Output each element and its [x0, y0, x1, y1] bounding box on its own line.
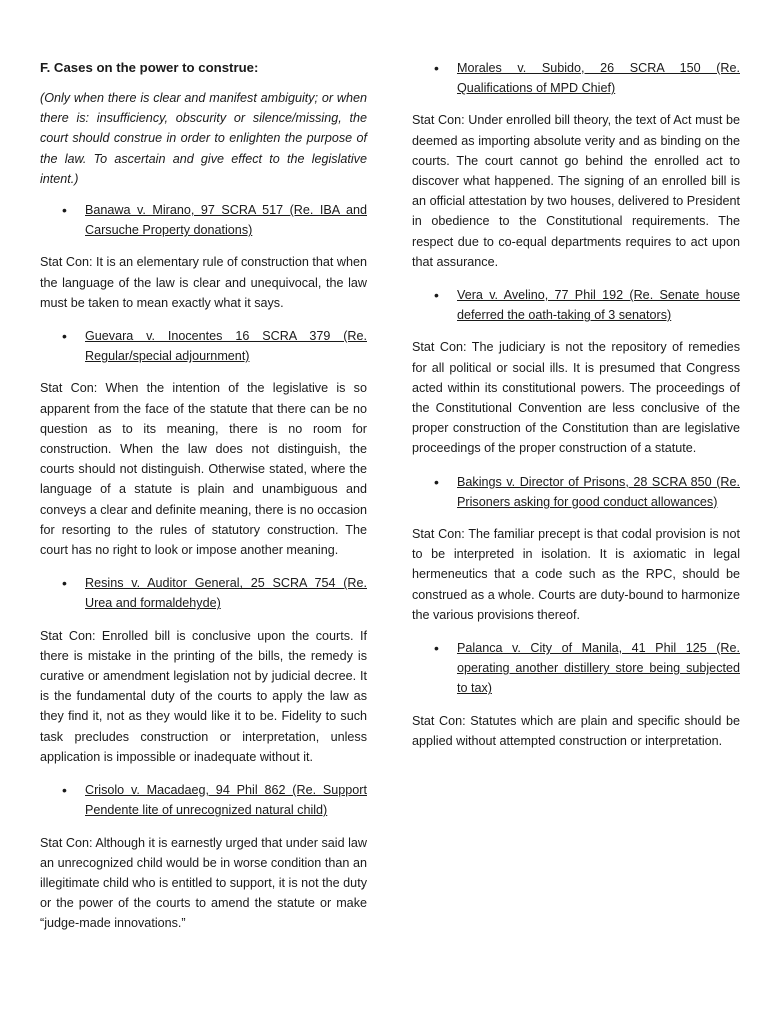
stat-con-paragraph: Stat Con: It is an elementary rule of construction that when the language of the law is clear and unequivocal, the law must be taken to mean exactly what it says. — [40, 255, 367, 310]
bullet-icon: • — [62, 328, 67, 345]
bullet-icon: • — [434, 287, 439, 304]
case-title: Bakings v. Director of Prisons, 28 SCRA 850 (Re. Prisoners asking for good conduct allowances) — [457, 474, 740, 509]
case-item — [412, 58, 740, 98]
case-item — [40, 573, 367, 613]
stat-con-paragraph: Stat Con: Enrolled bill is conclusive upon the courts. If there is mistake in the printing of the bills, the remedy is curative or amendment legislation not by judicial decree. It is the fundamental duty of the courts to apply the law as they find it, not as they would like it to be. Fidelity to such task precludes construction or interpretation, unless application is impossible or inadequate without it. — [40, 628, 367, 764]
bullet-icon: • — [434, 473, 439, 490]
case-title: Morales v. Subido, 26 SCRA 150 (Re. Qualifications of MPD Chief) — [457, 61, 740, 96]
case-item — [40, 780, 367, 820]
case-item — [40, 326, 367, 366]
stat-con-paragraph: Stat Con: When the intention of the legislative is so apparent from the face of the statute that there can be no question as to its meaning, there is no room for construction. When the law does not distinguish, the courts should not distinguish. Otherwise stated, where the language of a statute is plain and unambiguous and conveys a clear and definite meaning, there is no occasion for resorting to the rules of statutory construction. The court has no right to look or impose another meaning. — [40, 381, 367, 558]
stat-con-paragraph: Stat Con: Statutes which are plain and specific should be applied without attempted construction or interpretation. — [412, 713, 740, 748]
case-item — [412, 472, 740, 512]
bullet-icon: • — [434, 640, 439, 657]
section-intro: (Only when there is clear and manifest ambiguity; or when there is: insufficiency, obscurity or silence/missing, the court should construe in order to enlighten the purpose of the law. To ascertain and give effect to the legislative intent.) — [40, 91, 367, 186]
bullet-icon: • — [62, 782, 67, 799]
stat-con-paragraph: Stat Con: The familiar precept is that codal provision is not to be interpreted in isolation. It is axiomatic in legal hermeneutics that a code such as the RPC, should be construed as a whole. Courts are duty-bound to harmonize the various provisions thereof. — [412, 527, 740, 622]
bullet-icon: • — [62, 202, 67, 219]
section-heading: F. Cases on the power to construe: — [40, 60, 259, 75]
case-title: Crisolo v. Macadaeg, 94 Phil 862 (Re. Support Pendente lite of unrecognized natural child) — [85, 783, 367, 818]
case-item — [412, 285, 740, 325]
stat-con-paragraph: Stat Con: Although it is earnestly urged that under said law an unrecognized child would be in worse condition than an illegitimate child who is entitled to support, it is not the duty or the power of the courts to amend the statute or make “judge-made innovations.” — [40, 835, 367, 931]
case-title: Resins v. Auditor General, 25 SCRA 754 (Re. Urea and formaldehyde) — [85, 576, 367, 611]
bullet-icon: • — [62, 575, 67, 592]
stat-con-paragraph: Stat Con: The judiciary is not the repository of remedies for all political or social ills. It is presumed that Congress acted within its constitutional powers. The proceedings of the Constitutional Convention are less conclusive of the proper construction of the Constitution than are legislative proceedings of the proper construction of a statute. — [412, 340, 740, 456]
case-title: Banawa v. Mirano, 97 SCRA 517 (Re. IBA and Carsuche Property donations) — [85, 203, 367, 238]
right-column — [412, 58, 740, 764]
case-title: Guevara v. Inocentes 16 SCRA 379 (Re. Regular/special adjournment) — [85, 329, 367, 364]
stat-con-paragraph: Stat Con: Under enrolled bill theory, the text of Act must be deemed as importing absolute verity and as binding on the courts. The court cannot go behind the enrolled act to discover what happened. The signing of an enrolled bill is an official attestation by two houses, delivered to President in obedience to the Constitutional requirements. The respect due to co-equal departments requires to act upon that assurance. — [412, 113, 740, 269]
case-item — [40, 200, 367, 240]
case-item — [412, 638, 740, 699]
bullet-icon: • — [434, 60, 439, 76]
left-column — [40, 58, 367, 947]
case-title: Palanca v. City of Manila, 41 Phil 125 (Re. operating another distillery store being subjected to tax) — [457, 641, 740, 696]
case-title: Vera v. Avelino, 77 Phil 192 (Re. Senate house deferred the oath-taking of 3 senators) — [457, 288, 740, 323]
